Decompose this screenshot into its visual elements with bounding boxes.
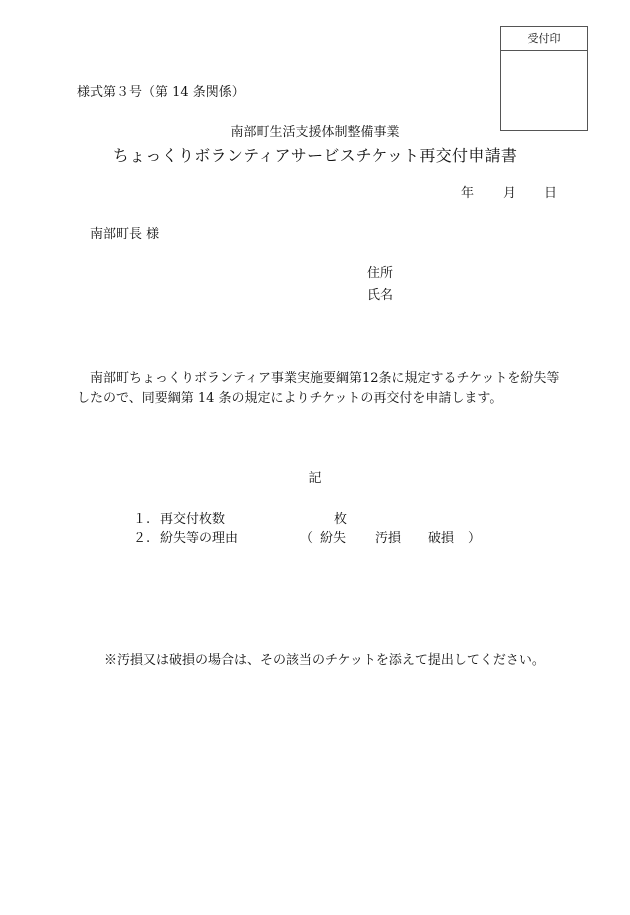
footnote: ※汚損又は破損の場合は、その該当のチケットを添えて提出してください。 bbox=[104, 653, 545, 668]
name-label: 氏名 bbox=[367, 288, 394, 303]
item-1-label: 再交付枚数 bbox=[160, 512, 226, 527]
address-label: 住所 bbox=[367, 266, 394, 281]
reception-stamp-label: 受付印 bbox=[501, 27, 587, 51]
item-1-number: １. bbox=[133, 512, 151, 527]
reason-option-soiled: 汚損 bbox=[375, 531, 402, 546]
document-title: ちょっくりボランティアサービスチケット再交付申請書 bbox=[112, 146, 518, 165]
reception-stamp-area bbox=[501, 51, 587, 130]
date-month-label: 月 bbox=[503, 186, 517, 201]
reason-option-lost: 紛失 bbox=[320, 531, 347, 546]
document-subtitle: 南部町生活支援体制整備事業 bbox=[230, 125, 400, 140]
reason-option-damaged: 破損 bbox=[428, 531, 455, 546]
item-2-number: ２. bbox=[133, 531, 151, 546]
date-year-label: 年 bbox=[461, 186, 475, 201]
item-1-unit: 枚 bbox=[334, 512, 348, 527]
date-day-label: 日 bbox=[544, 186, 558, 201]
application-statement: 南部町ちょっくりボランティア事業実施要綱第12条に規定するチケットを紛失等したので、同要綱第 14 条の規定によりチケットの再交付を申請します。 bbox=[77, 371, 560, 406]
item-2-open-paren: （ bbox=[300, 531, 314, 546]
item-2-label: 紛失等の理由 bbox=[160, 531, 239, 546]
form-number: 様式第３号（第 14 条関係） bbox=[77, 85, 245, 100]
ki-heading: 記 bbox=[308, 471, 322, 486]
addressee: 南部町長 様 bbox=[90, 227, 160, 242]
item-2-close-paren: ） bbox=[468, 531, 482, 546]
reception-stamp-box bbox=[500, 26, 588, 131]
